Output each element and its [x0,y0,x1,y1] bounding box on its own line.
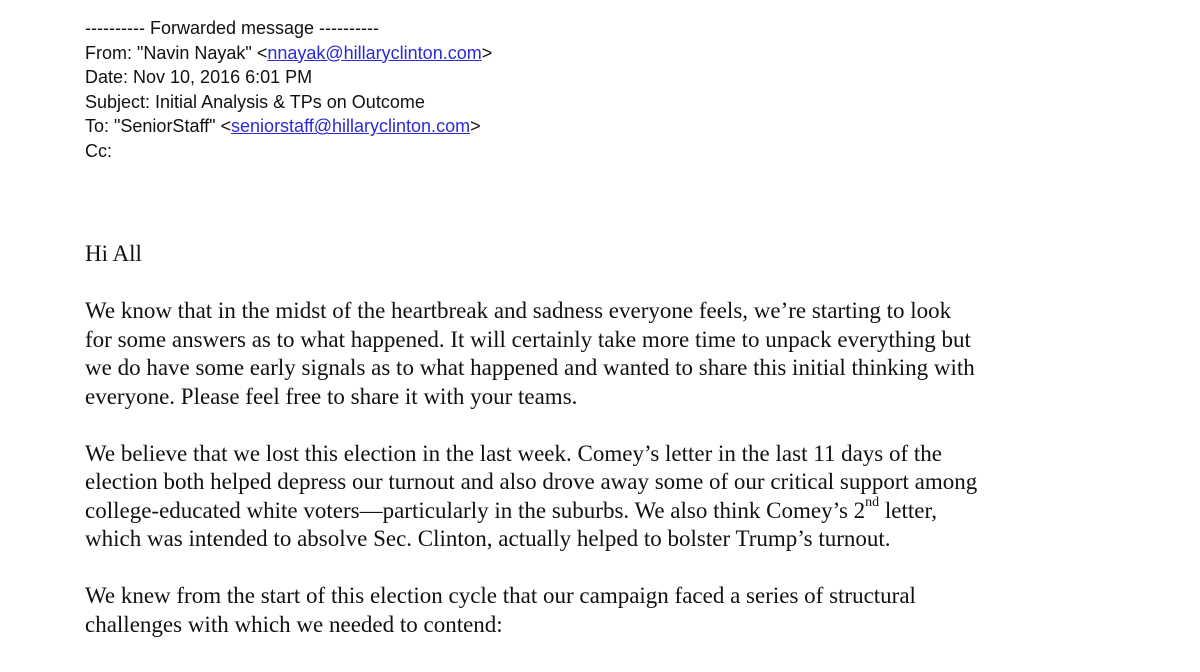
from-line [85,41,492,66]
greeting: Hi All [85,241,142,266]
from-suffix: > [481,42,493,63]
from-prefix: From: "Navin Nayak" < [85,42,268,63]
paragraph-1-line: we do have some early signals as to what happened and wanted to share this initial thinking with [85,355,975,380]
paragraph-1-line: We know that in the midst of the heartbreak and sadness everyone feels, we’re starting to look [85,298,952,323]
paragraph-2-line3-text: college-educated white voters—particularly in the suburbs. We also think Comey’s 2 [85,497,866,523]
paragraph-1-line: for some answers as to what happened. It will certainly take more time to unpack everything but [85,326,971,352]
forwarded-message-line: ---------- Forwarded message ---------- [85,18,379,38]
paragraph-3 [85,582,1185,639]
paragraph-2 [85,440,1185,554]
to-email-link[interactable]: seniorstaff@hillaryclinton.com [231,116,471,137]
paragraph-3-line: We knew from the start of this election cycle that our campaign faced a series of structural [85,583,916,608]
ordinal-superscript: nd [865,494,880,510]
date-line: Date: Nov 10, 2016 6:01 PM [85,67,313,88]
paragraph-1-line: everyone. Please feel free to share it with your teams. [85,383,578,409]
paragraph-1 [85,297,1185,411]
paragraph-2-line: We believe that we lost this election in the last week. Comey’s letter in the last 11 days of the [85,440,943,466]
paragraph-2-line: election both helped depress our turnout and also drove away some of our critical support among [85,469,978,494]
paragraph-2-line3-end: letter, [879,497,937,523]
paragraph-2-line [85,494,1185,526]
paragraph-3-line: challenges with which we needed to contend: [85,611,503,637]
to-suffix: > [470,116,481,137]
subject-line: Subject: Initial Analysis & TPs on Outcome [85,91,425,112]
paragraph-2-line: which was intended to absolve Sec. Clinton, actually helped to bolster Trump’s turnout. [85,526,891,551]
cc-line: Cc: [85,140,112,161]
to-prefix: To: "SeniorStaff" < [85,116,232,137]
email-body [85,240,1185,639]
from-email-link[interactable]: nnayak@hillaryclinton.com [267,42,482,63]
to-line [85,114,492,139]
email-header [85,16,492,164]
